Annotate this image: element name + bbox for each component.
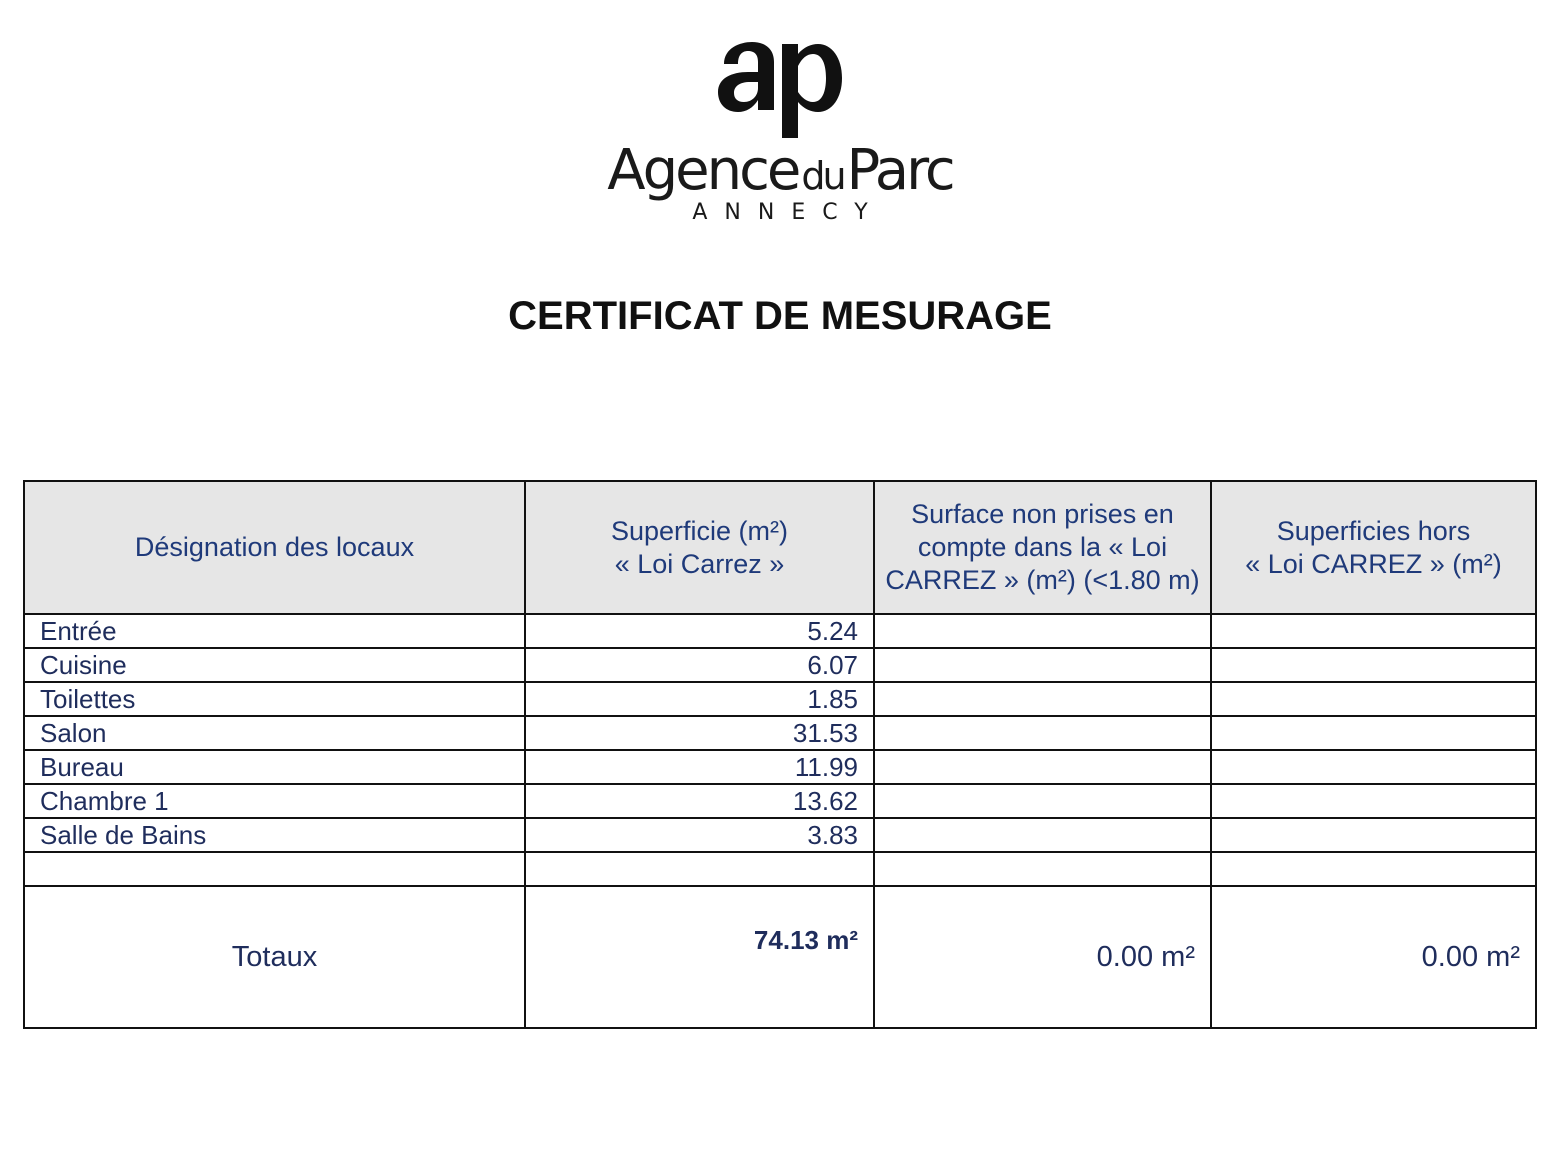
- ap-monogram-icon: [718, 42, 842, 138]
- room-name: Toilettes: [24, 682, 525, 716]
- table-row: [24, 750, 1536, 784]
- table-header-row: [24, 481, 1536, 614]
- room-hors: [1211, 682, 1536, 716]
- table-row: [24, 852, 1536, 886]
- total-hors: 0.00 m²: [1211, 886, 1536, 1028]
- table-row: [24, 648, 1536, 682]
- agency-logo: [0, 0, 1560, 240]
- room-carrez: [525, 852, 874, 886]
- room-non-prises: [874, 682, 1211, 716]
- room-name: Salon: [24, 716, 525, 750]
- room-non-prises: [874, 784, 1211, 818]
- room-hors: [1211, 818, 1536, 852]
- brand-word-du: du: [801, 154, 844, 198]
- room-name: [24, 852, 525, 886]
- room-hors: [1211, 784, 1536, 818]
- room-name: Chambre 1: [24, 784, 525, 818]
- header-surface-non-prises: Surface non prises en compte dans la « Loi CARREZ » (m²) (<1.80 m): [874, 481, 1211, 614]
- room-non-prises: [874, 716, 1211, 750]
- brand-word-parc: Parc: [846, 138, 953, 203]
- room-hors: [1211, 852, 1536, 886]
- room-carrez: 11.99: [525, 750, 874, 784]
- room-name: Cuisine: [24, 648, 525, 682]
- room-carrez: 6.07: [525, 648, 874, 682]
- header-superficie-carrez: Superficie (m²) « Loi Carrez »: [525, 481, 874, 614]
- totals-row: [24, 886, 1536, 1028]
- room-carrez: 1.85: [525, 682, 874, 716]
- brand-city: ANNECY: [692, 200, 885, 225]
- total-non-prises: 0.00 m²: [874, 886, 1211, 1028]
- header-superficies-hors: Superficies hors « Loi CARREZ » (m²): [1211, 481, 1536, 614]
- totals-label: Totaux: [24, 886, 525, 1028]
- measurement-table: [23, 480, 1537, 1029]
- room-name: Entrée: [24, 614, 525, 648]
- brand-word-agence: Agence: [607, 138, 799, 203]
- room-name: Bureau: [24, 750, 525, 784]
- room-non-prises: [874, 614, 1211, 648]
- table-row: [24, 818, 1536, 852]
- table-row: [24, 716, 1536, 750]
- room-name: Salle de Bains: [24, 818, 525, 852]
- page-title: CERTIFICAT DE MESURAGE: [508, 294, 1052, 338]
- room-hors: [1211, 614, 1536, 648]
- header-designation: Désignation des locaux: [24, 481, 525, 614]
- room-non-prises: [874, 818, 1211, 852]
- room-carrez: 3.83: [525, 818, 874, 852]
- room-carrez: 31.53: [525, 716, 874, 750]
- room-hors: [1211, 716, 1536, 750]
- room-non-prises: [874, 750, 1211, 784]
- room-hors: [1211, 750, 1536, 784]
- table-row: [24, 682, 1536, 716]
- table-row: [24, 784, 1536, 818]
- room-carrez: 13.62: [525, 784, 874, 818]
- total-carrez: 74.13 m²: [525, 886, 874, 1028]
- table-row: [24, 614, 1536, 648]
- room-non-prises: [874, 852, 1211, 886]
- room-hors: [1211, 648, 1536, 682]
- room-carrez: 5.24: [525, 614, 874, 648]
- brand-name: [0, 138, 1560, 203]
- room-non-prises: [874, 648, 1211, 682]
